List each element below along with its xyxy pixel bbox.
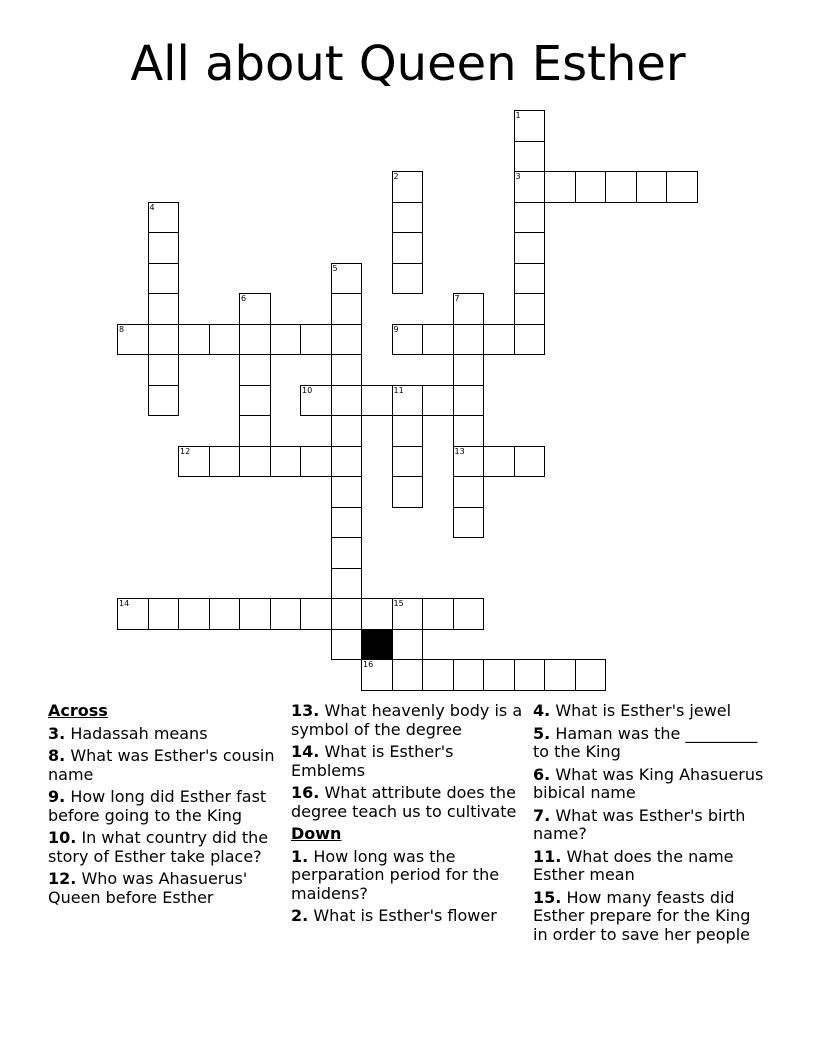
crossword-cell[interactable] <box>422 598 454 630</box>
crossword-cell[interactable] <box>148 385 180 417</box>
clue-item <box>533 848 769 885</box>
clue-item <box>533 807 769 844</box>
crossword-cell[interactable] <box>483 659 515 691</box>
crossword-cell[interactable] <box>392 171 424 203</box>
crossword-cell[interactable] <box>331 476 363 508</box>
crossword-cell[interactable] <box>514 293 546 325</box>
crossword-cell[interactable] <box>453 354 485 386</box>
cell-number: 4 <box>149 202 155 212</box>
clue-number: 5. <box>533 723 551 743</box>
crossword-cell[interactable] <box>453 324 485 356</box>
clue-column-3 <box>533 702 769 948</box>
crossword-cell[interactable] <box>392 415 424 447</box>
crossword-cell[interactable] <box>300 598 332 630</box>
clue-item <box>48 829 284 866</box>
clue-number: 10. <box>48 828 77 847</box>
page-title: All about Queen Esther <box>130 36 686 92</box>
clue-text: What is Esther's Emblems <box>291 742 454 780</box>
clue-text: What attribute does the degree teach us to cultivate <box>291 783 517 821</box>
clue-item <box>48 725 284 744</box>
crossword-cell[interactable] <box>453 598 485 630</box>
clue-text: What is Esther's jewel <box>555 701 732 720</box>
cell-number: 6 <box>241 294 247 303</box>
clue-text: In what country did the story of Esther take place? <box>48 828 269 866</box>
cell-number: 2 <box>393 172 399 181</box>
crossword-cell[interactable] <box>148 324 180 356</box>
clue-item <box>533 725 769 762</box>
crossword-cell[interactable] <box>331 568 363 600</box>
crossword-cell[interactable] <box>270 324 302 356</box>
clue-text: What was Esther's birth name? <box>533 805 746 843</box>
crossword-cell[interactable] <box>392 598 424 630</box>
crossword-cell[interactable] <box>270 598 302 630</box>
clue-text: What was Esther's cousin name <box>48 746 275 784</box>
crossword-cell[interactable] <box>514 263 546 295</box>
crossword-cell[interactable] <box>514 232 546 264</box>
clue-item <box>533 889 769 945</box>
crossword-cell[interactable] <box>300 385 332 417</box>
crossword-cell[interactable] <box>605 171 637 203</box>
clue-text: Who was Ahasuerus' Queen before Esther <box>48 869 248 907</box>
clue-text: Hadassah means <box>70 723 208 743</box>
crossword-cell[interactable] <box>514 659 546 691</box>
clue-item <box>48 788 284 825</box>
crossword-cell[interactable] <box>239 324 271 356</box>
crossword-cell[interactable] <box>575 171 607 203</box>
clue-text: Haman was the _________ to the King <box>533 723 758 761</box>
crossword-cell[interactable] <box>209 324 241 356</box>
clue-number: 9. <box>48 787 66 806</box>
crossword-cell[interactable] <box>453 476 485 508</box>
crossword-cell[interactable] <box>453 415 485 447</box>
clue-text: What was King Ahasuerus bibical name <box>533 764 764 802</box>
crossword-cell[interactable] <box>331 629 363 661</box>
clue-item <box>48 747 284 784</box>
cell-number: 7 <box>454 294 460 303</box>
clue-item <box>48 870 284 907</box>
crossword-cell[interactable] <box>422 385 454 417</box>
crossword-cell[interactable] <box>453 659 485 691</box>
crossword-cell[interactable] <box>361 385 393 417</box>
crossword-cell[interactable] <box>148 354 180 386</box>
clue-text: How many feasts did Esther prepare for the King in order to save her people <box>533 887 751 944</box>
cell-number: 1 <box>515 111 521 120</box>
crossword-cell[interactable] <box>331 324 363 356</box>
clue-item <box>291 702 527 739</box>
across-clue-list <box>48 725 284 908</box>
crossword-cell[interactable] <box>331 537 363 569</box>
crossword-cell[interactable] <box>514 110 546 142</box>
crossword-cell[interactable] <box>178 446 210 478</box>
cell-number: 10 <box>302 385 313 395</box>
crossword-black-cell <box>361 629 393 661</box>
crossword-cell[interactable] <box>178 598 210 630</box>
cell-number: 5 <box>332 263 338 273</box>
crossword-cell[interactable] <box>392 385 424 417</box>
crossword-cell[interactable] <box>544 659 576 691</box>
crossword-cell[interactable] <box>117 598 149 630</box>
clue-column-2 <box>291 702 527 930</box>
crossword-cell[interactable] <box>575 659 607 691</box>
crossword-cell[interactable] <box>361 598 393 630</box>
crossword-cell[interactable] <box>148 232 180 264</box>
down-heading: Down <box>291 824 342 843</box>
crossword-cell[interactable] <box>300 446 332 478</box>
crossword-cell[interactable] <box>514 141 546 173</box>
clue-text: What does the name Esther mean <box>533 846 734 884</box>
crossword-cell[interactable] <box>483 324 515 356</box>
crossword-cell[interactable] <box>392 659 424 691</box>
clue-number: 4. <box>533 701 551 720</box>
crossword-cell[interactable] <box>666 171 698 203</box>
crossword-cell[interactable] <box>239 385 271 417</box>
crossword-cell[interactable] <box>453 446 485 478</box>
cell-number: 9 <box>393 324 399 334</box>
crossword-cell[interactable] <box>148 293 180 325</box>
crossword-cell[interactable] <box>331 354 363 386</box>
clue-number: 12. <box>48 869 77 888</box>
clue-number: 6. <box>533 764 551 784</box>
crossword-cell[interactable] <box>331 385 363 417</box>
crossword-cell[interactable] <box>148 202 180 234</box>
across-heading: Across <box>48 701 108 720</box>
crossword-cell[interactable] <box>514 171 546 203</box>
clue-item <box>291 784 527 821</box>
clue-item <box>533 766 769 803</box>
crossword-cell[interactable] <box>392 446 424 478</box>
crossword-cell[interactable] <box>422 324 454 356</box>
crossword-cell[interactable] <box>392 324 424 356</box>
clue-column-1 <box>48 702 284 911</box>
crossword-cell[interactable] <box>148 598 180 630</box>
clue-number: 16. <box>291 783 320 802</box>
crossword-cell[interactable] <box>209 446 241 478</box>
cell-number: 16 <box>363 660 374 669</box>
clue-item <box>291 848 527 904</box>
clue-item <box>291 907 527 926</box>
cell-number: 13 <box>454 446 465 456</box>
crossword-cell[interactable] <box>392 202 424 234</box>
clue-number: 8. <box>48 746 66 765</box>
crossword-cell[interactable] <box>361 659 393 691</box>
clue-text: How long was the perparation period for the maidens? <box>291 846 500 903</box>
crossword-cell[interactable] <box>239 446 271 478</box>
crossword-cell[interactable] <box>636 171 668 203</box>
crossword-cell[interactable] <box>148 263 180 295</box>
crossword-cell[interactable] <box>331 507 363 539</box>
crossword-cell[interactable] <box>331 293 363 325</box>
crossword-cell[interactable] <box>453 385 485 417</box>
cell-number: 15 <box>393 599 404 608</box>
clue-item <box>291 743 527 780</box>
crossword-cell[interactable] <box>239 293 271 325</box>
clue-number: 14. <box>291 742 320 761</box>
crossword-cell[interactable] <box>117 324 149 356</box>
crossword-cell[interactable] <box>514 202 546 234</box>
cell-number: 12 <box>180 446 191 456</box>
crossword-cell[interactable] <box>300 324 332 356</box>
crossword-cell[interactable] <box>178 324 210 356</box>
crossword-cell[interactable] <box>270 446 302 478</box>
clue-number: 15. <box>533 887 562 907</box>
crossword-cell[interactable] <box>392 629 424 661</box>
crossword-cell[interactable] <box>483 446 515 478</box>
clue-number: 13. <box>291 701 320 720</box>
clue-number: 2. <box>291 906 309 925</box>
down-clue-list <box>291 848 527 926</box>
clue-number: 1. <box>291 846 309 866</box>
crossword-cell[interactable] <box>392 232 424 264</box>
clue-number: 11. <box>533 846 562 866</box>
crossword-cell[interactable] <box>453 507 485 539</box>
crossword-cell[interactable] <box>544 171 576 203</box>
crossword-cell[interactable] <box>331 263 363 295</box>
clue-text: How long did Esther fast before going to the King <box>48 787 267 825</box>
crossword-cell[interactable] <box>453 293 485 325</box>
crossword-cell[interactable] <box>422 659 454 691</box>
crossword-cell[interactable] <box>514 324 546 356</box>
clue-item <box>533 702 769 721</box>
crossword-cell[interactable] <box>331 415 363 447</box>
cell-number: 14 <box>119 599 130 608</box>
crossword-cell[interactable] <box>331 446 363 478</box>
clue-number: 3. <box>48 723 66 743</box>
crossword-cell[interactable] <box>239 415 271 447</box>
cell-number: 3 <box>515 172 521 181</box>
cell-number: 8 <box>119 324 125 334</box>
clue-text: What is Esther's flower <box>313 906 497 925</box>
crossword-cell[interactable] <box>331 598 363 630</box>
crossword-cell[interactable] <box>239 354 271 386</box>
down-clue-list-continued <box>533 702 769 944</box>
clue-text: What heavenly body is a symbol of the degree <box>291 701 523 739</box>
cell-number: 11 <box>393 385 404 395</box>
crossword-cell[interactable] <box>514 446 546 478</box>
crossword-cell[interactable] <box>239 598 271 630</box>
clue-number: 7. <box>533 805 551 825</box>
crossword-cell[interactable] <box>392 476 424 508</box>
crossword-cell[interactable] <box>392 263 424 295</box>
crossword-cell[interactable] <box>209 598 241 630</box>
across-clue-list-continued <box>291 702 527 821</box>
